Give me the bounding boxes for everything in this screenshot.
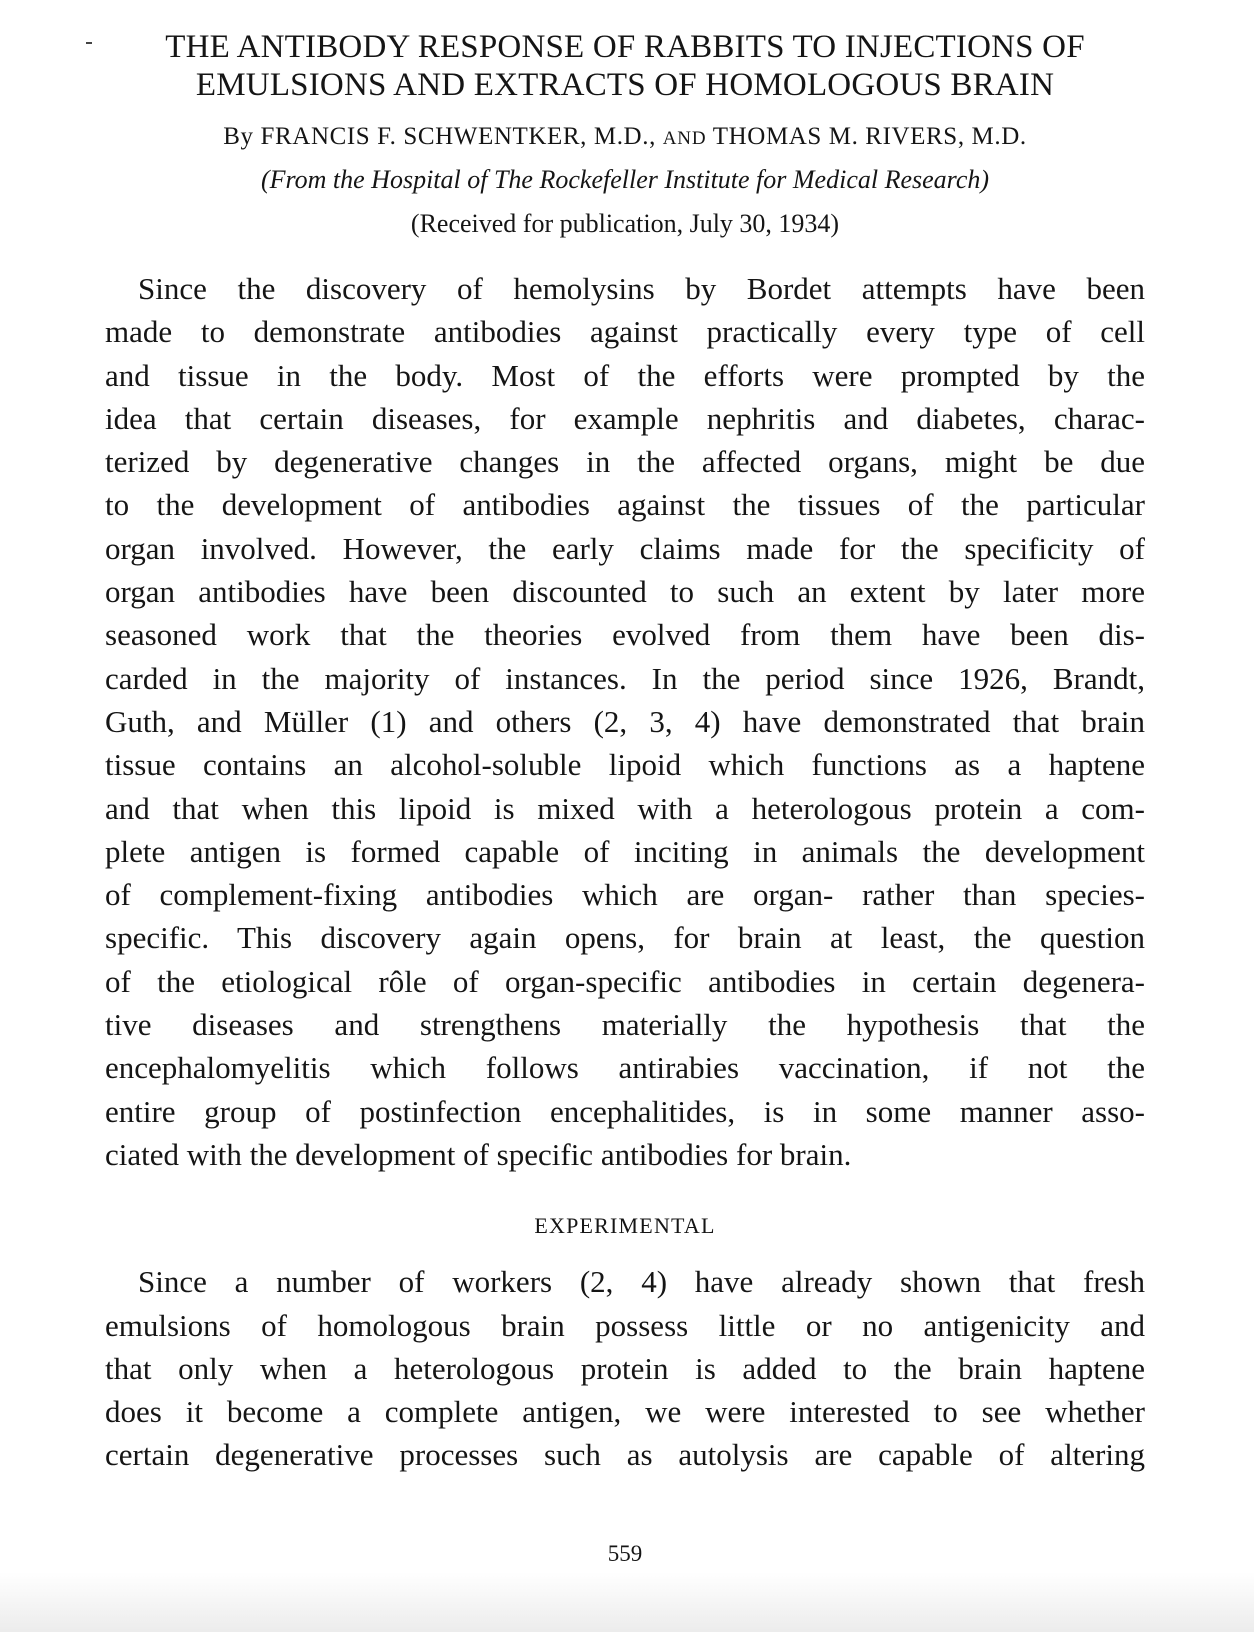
byline-by: By (223, 123, 254, 150)
article-title (105, 28, 1145, 104)
text-line: made to demonstrate antibodies against practically every type of cell (105, 314, 1145, 350)
text-line: tissue contains an alcohol-soluble lipoid which functions as a haptene (105, 747, 1145, 783)
text-line: idea that certain diseases, for example nephritis and diabetes, charac- (105, 400, 1145, 436)
text-line: certain degenerative processes such as autolysis are capable of altering (105, 1437, 1145, 1473)
paper-page (105, 28, 1145, 1566)
author-1: FRANCIS F. SCHWENTKER, M.D., (260, 123, 656, 150)
text-line: does it become a complete antigen, we were interested to see whether (105, 1394, 1145, 1430)
text-line: Since a number of workers (2, 4) have already shown that fresh (138, 1264, 1145, 1300)
text-line: organ involved. However, the early claims made for the specificity of (105, 530, 1145, 566)
scan-edge-mark (86, 42, 92, 44)
text-line: plete antigen is formed capable of inciting in animals the development (105, 833, 1145, 869)
paragraph-intro (105, 267, 1145, 1176)
text-line: emulsions of homologous brain possess little or no antigenicity and (105, 1307, 1145, 1343)
text-line: ciated with the development of specific antibodies for brain. (105, 1136, 852, 1172)
text-line: tive diseases and strengthens materially the hypothesis that the (105, 1007, 1145, 1043)
text-line: and tissue in the body. Most of the efforts were prompted by the (105, 357, 1145, 393)
section-heading-experimental: EXPERIMENTAL (534, 1213, 716, 1239)
text-line: seasoned work that the theories evolved from them have been dis- (105, 617, 1145, 653)
title-line-2: EMULSIONS AND EXTRACTS OF HOMOLOGOUS BRAIN (195, 67, 1055, 103)
byline (105, 122, 1145, 154)
paragraph-experimental (105, 1260, 1145, 1476)
text-line: encephalomyelitis which follows antirabies vaccination, if not the (105, 1050, 1145, 1086)
text-line: that only when a heterologous protein is added to the brain haptene (105, 1350, 1145, 1386)
text-line: entire group of postinfection encephalitides, is in some manner asso- (105, 1093, 1145, 1129)
text-line: of complement-fixing antibodies which are organ- rather than species- (105, 877, 1145, 913)
page-number: 559 (607, 1541, 643, 1566)
author-2: THOMAS M. RIVERS, M.D. (712, 123, 1027, 150)
received-date: (Received for publication, July 30, 1934) (410, 209, 840, 238)
affiliation: (From the Hospital of The Rockefeller Institute for Medical Research) (260, 165, 990, 194)
text-line: organ antibodies have been discounted to such an extent by later more (105, 574, 1145, 610)
text-line: to the development of antibodies against the tissues of the particular (105, 487, 1145, 523)
text-line: Guth, and Müller (1) and others (2, 3, 4) have demonstrated that brain (105, 703, 1145, 739)
text-line: and that when this lipoid is mixed with a heterologous protein a com- (105, 790, 1145, 826)
text-line: Since the discovery of hemolysins by Bordet attempts have been (138, 271, 1145, 306)
byline-and: AND (662, 128, 707, 149)
title-line-1: THE ANTIBODY RESPONSE OF RABBITS TO INJECTIONS OF (165, 29, 1085, 65)
text-line: specific. This discovery again opens, for brain at least, the question (105, 920, 1145, 956)
page-bottom-shadow (0, 1572, 1254, 1632)
text-line: carded in the majority of instances. In the period since 1926, Brandt, (105, 660, 1145, 696)
text-line: of the etiological rôle of organ-specific antibodies in certain degenera- (105, 963, 1145, 999)
text-line: terized by degenerative changes in the affected organs, might be due (105, 444, 1145, 480)
